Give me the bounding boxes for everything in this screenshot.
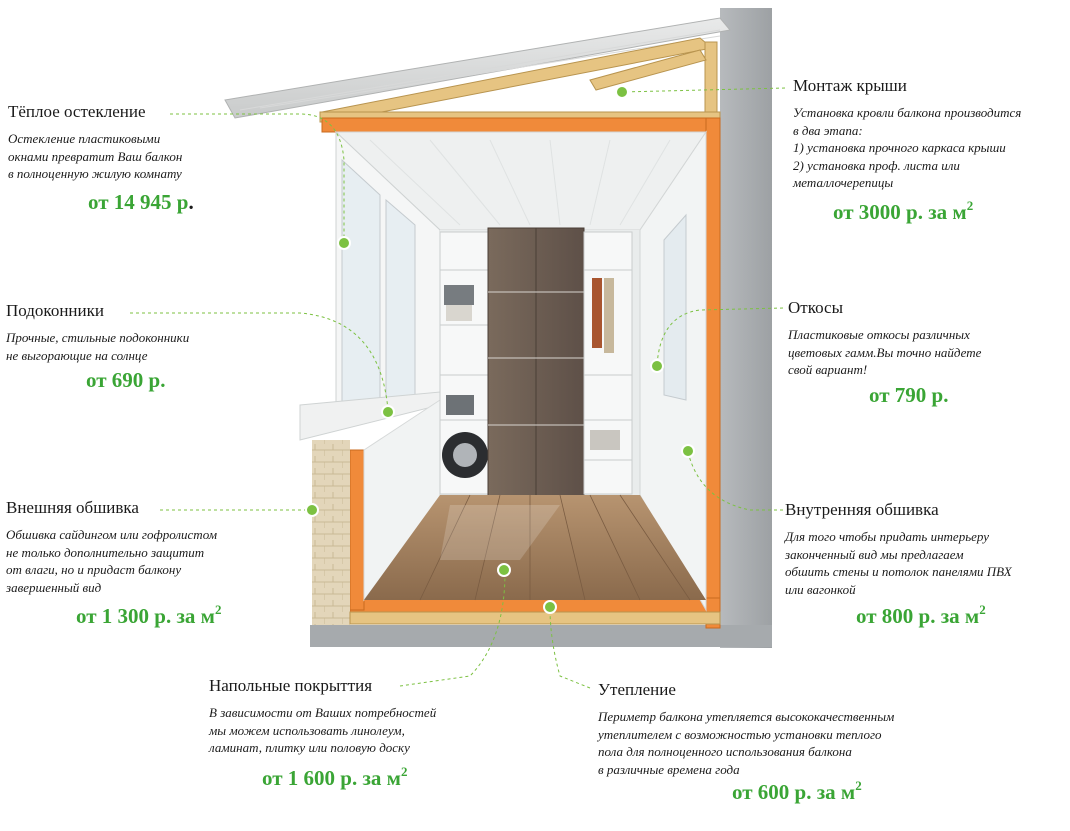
slopes-price [869,383,948,408]
insulation-description: Периметр балкона утепляется высококачественным утеплителем с возможностью установки теплого пола для полноценного использования балкона в различные времена года [598,709,895,777]
glazing-callout [8,102,182,183]
inner-cladding-price-unit: 2 [979,602,986,617]
roof-price-value: от 3000 р. за м [833,200,967,224]
flooring-price [262,764,407,791]
left-shelving [440,232,488,494]
outer-cladding-marker [306,504,318,516]
inner-cladding-title: Внутренняя обшивка [785,500,939,519]
slopes-price-value: от 790 р. [869,383,949,407]
wardrobe [488,228,584,496]
outer-cladding-price-value: от 1 300 р. за м [76,604,215,628]
flooring-marker [498,564,510,576]
outer-cladding-description: Обшивка сайдингом или гофролистом не только дополнительно защитит от влаги, но и придаст балкону завершенный вид [6,527,217,595]
outer-cladding-price [76,602,221,629]
glazing-description: Остекление пластиковыми окнами превратит Ваш балкон в полноценную жилую комнату [8,131,183,181]
outer-cladding-price-unit: 2 [214,602,222,617]
slopes-title: Откосы [788,298,843,317]
insulation-callout [598,680,894,778]
sills-description: Прочные, стильные подоконники не выгорающие на солнце [6,330,190,363]
roof-price [833,198,973,225]
roof-callout [793,76,1021,192]
right-shelving [584,232,632,494]
sills-title: Подоконники [6,301,104,320]
insulation-price [732,778,862,805]
floor-beam [350,612,720,624]
sills-price-value: от 690 р. [86,368,166,392]
brick-parapet [312,440,350,625]
inner-cladding-price-value: от 800 р. за м [856,604,980,628]
insulation-title: Утепление [598,680,676,699]
insulation-price-unit: 2 [855,778,862,793]
glazing-price-value: от 14 945 р [88,190,189,214]
flooring-price-value: от 1 600 р. за м [262,766,401,790]
inner-cladding-description: Для того чтобы придать интерьеру законченный вид мы предлагаем обшить стены и потолок панелями ПВХ или вагонкой [785,529,1012,597]
glazing-price [88,190,194,215]
flooring-price-unit: 2 [400,764,408,779]
roof-title: Монтаж крыши [793,76,907,95]
sills-marker [382,406,394,418]
inner-cladding-price [856,602,986,629]
roof-description: Установка кровли балкона производится в два этапа: 1) установка прочного каркаса крыши 2) установка проф. листа или металлочерепицы [793,105,1022,190]
flooring-callout [209,676,436,757]
sills-price [86,368,165,393]
slopes-callout [788,298,981,379]
inner-cladding-callout [785,500,1012,598]
inner-cladding-marker [682,445,694,457]
roof-marker [616,86,628,98]
flooring-title: Напольные покрыттия [209,676,373,695]
glazing-price-dot: . [188,190,194,214]
outer-cladding-callout [6,498,217,596]
roof-price-unit: 2 [966,198,974,213]
slopes-marker [651,360,663,372]
insulation-price-value: от 600 р. за м [732,780,856,804]
outer-cladding-title: Внешняя обшивка [6,498,139,517]
glazing-marker [338,237,350,249]
glazing-title: Тёплое остекление [8,102,146,121]
slopes-description: Пластиковые откосы различных цветовых гамм.Вы точно найдете свой вариант! [788,327,982,377]
flooring-description: В зависимости от Ваших потребностей мы можем использовать линолеум, ламинат, плитку или половую доску [209,705,437,755]
sills-callout [6,301,189,364]
insulation-marker [544,601,556,613]
